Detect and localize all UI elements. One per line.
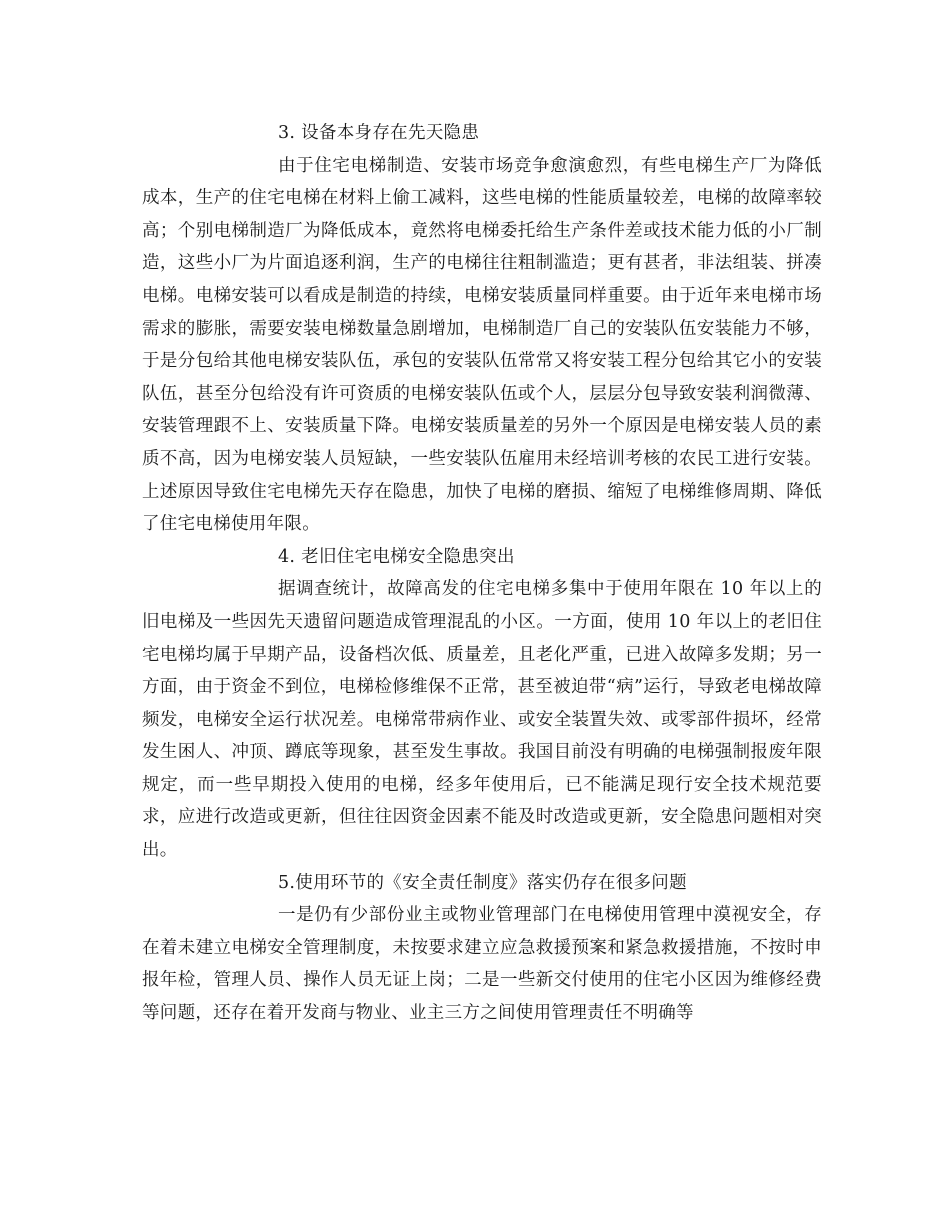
section-heading-4: 4. 老旧住宅电梯安全隐患突出 (278, 546, 515, 567)
section-paragraph-3: 由于住宅电梯制造、安装市场竞争愈演愈烈，有些电梯生产厂为降低成本，生产的住宅电梯在材料上偷工减料，这些电梯的性能质量较差，电梯的故障率较高；个别电梯制造厂为降低成本，竟然将电梯委托给生产条件差或技术能力低的小厂制造，这些小厂为片面追逐利润，生产的电梯往往粗制滥造；更有甚者，非法组装、拼凑电梯。电梯安装可以看成是制造的持续，电梯安装质量同样重要。由于近年来电梯市场需求的膨胀，需要安装电梯数量急剧增加，电梯制造厂自己的安装队伍安装能力不够，于是分包给其他电梯安装队伍，承包的安装队伍常常又将安装工程分包给其它小的安装队伍，甚至分包给没有许可资质的电梯安装队伍或个人，层层分包导致安装利润微薄、安装管理跟不上、安装质量下降。电梯安装质量差的另外一个原因是电梯安装人员的素质不高，因为电梯安装人员短缺，一些安装队伍雇用未经培训考核的农民工进行安装。上述原因导致住宅电梯先天存在隐患，加快了电梯的磨损、缩短了电梯维修周期、降低了住宅电梯使用年限。 (142, 155, 822, 535)
section-heading-5: 5.使用环节的《安全责任制度》落实仍存在很多问题 (278, 872, 687, 893)
document-body (142, 117, 822, 1030)
section-paragraph-4: 据调查统计，故障高发的住宅电梯多集中于使用年限在 10 年以上的旧电梯及一些因先天遗留问题造成管理混乱的小区。一方面，使用 10 年以上的老旧住宅电梯均属于早期产品，设备档次低、质量差，且老化严重，已进入故障多发期；另一方面，由于资金不到位，电梯检修维保不正常，甚至被迫带“病”运行，导致老电梯故障频发，电梯安全运行状况差。电梯常带病作业、或安全装置失效、或零部件损坏，经常发生困人、冲顶、蹲底等现象，甚至发生事故。我国目前没有明确的电梯强制报废年限规定，而一些早期投入使用的电梯，经多年使用后，已不能满足现行安全技术规范要求，应进行改造或更新，但往往因资金因素不能及时改造或更新，安全隐患问题相对突出。 (142, 579, 822, 861)
section-paragraph-5: 一是仍有少部份业主或物业管理部门在电梯使用管理中漠视安全，存在着未建立电梯安全管理制度，未按要求建立应急救援预案和紧急救援措施，不按时申报年检，管理人员、操作人员无证上岗；二是一些新交付使用的住宅小区因为维修经费等问题，还存在着开发商与物业、业主三方之间使用管理责任不明确等 (142, 905, 822, 1024)
section-heading-3: 3. 设备本身存在先天隐患 (278, 123, 480, 143)
